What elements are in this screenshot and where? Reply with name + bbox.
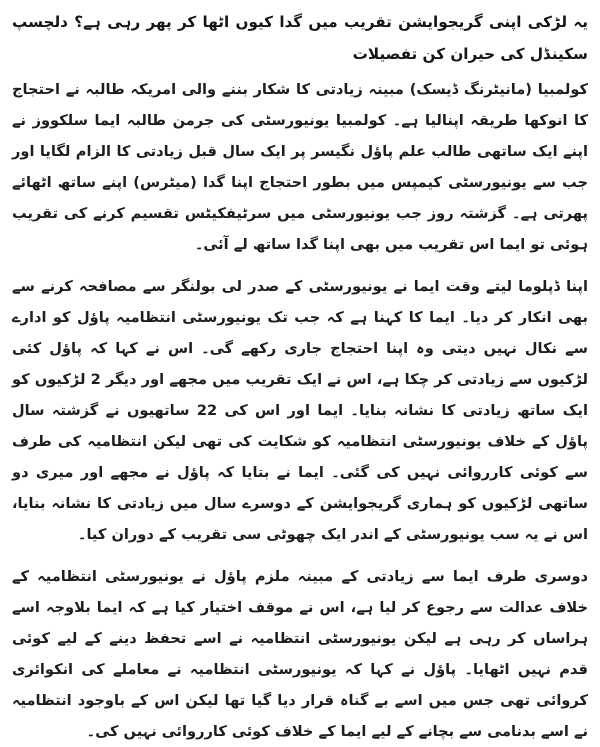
article-paragraph-1: کولمبیا (مانیٹرنگ ڈیسک) مبینہ زیادتی کا شکار بننے والی امریکہ طالبہ نے احتجاج کا انوکھا طریقہ اپنالیا ہے۔ کولمبیا یونیورسٹی کی جرمن طالبہ ایما سلکووز نے اپنے ایک ساتھی طالب علم پاؤل نگیسر پر ایک سال قبل زیادتی کا الزام لگایا اور جب سے یونیورسٹی کیمپس میں بطور احتجاج اپنا گدا (میٹرس) اپنے ساتھ اٹھائے پھرتی ہے۔ گزشتہ روز جب یونیورسٹی میں سرٹیفکیٹس تقسیم کرنے کی تقریب ہوئی تو ایما اس تقریب میں بھی اپنا گدا ساتھ لے آئی۔ (12, 81, 588, 253)
article-paragraph-3: دوسری طرف ایما سے زیادتی کے مبینہ ملزم پاؤل نے یونیورسٹی انتظامیہ کے خلاف عدالت سے رجوع کر لیا ہے، اس نے موقف اختیار کیا ہے کہ ایما بلاوجہ اسے ہراساں کر رہی ہے لیکن یونیورسٹی انتظامیہ نے اسے تحفظ دینے کے لیے کوئی قدم نہیں اٹھایا۔ پاؤل نے کہا کہ یونیورسٹی انتظامیہ نے معاملے کی انکوائری کروائی تھی جس میں اسے بے گناہ قرار دیا گیا تھا لیکن اس کے باوجود انتظامیہ نے اسے بدنامی سے بچانے کے لیے ایما کے خلاف کوئی کارروائی نہیں کی۔ (12, 568, 588, 740)
article-headline: یہ لڑکی اپنی گریجوایشن تقریب میں گدا کیوں اٹھا کر پھر رہی ہے؟ دلچسپ سکینڈل کی حیران کن تفصیلات (12, 13, 588, 63)
article-paragraph-2: اپنا ڈپلوما لیتے وقت ایما نے یونیورسٹی کے صدر لی بولنگر سے مصافحہ کرنے سے بھی انکار کر دیا۔ ایما کا کہنا ہے کہ جب تک یونیورسٹی انتظامیہ پاؤل کو ادارے سے نکال نہیں دیتی وہ اپنا احتجاج جاری رکھے گی۔ اس نے کہا کہ پاؤل کئی لڑکیوں سے زیادتی کر چکا ہے، اس نے ایک تقریب میں مجھے اور دیگر 2 لڑکیوں کو ایک ساتھ زیادتی کا نشانہ بنایا۔ ایما اور اس کی 22 ساتھیوں نے گزشتہ سال پاؤل کے خلاف یونیورسٹی انتظامیہ کو شکایت کی تھی لیکن انتظامیہ کی طرف سے کوئی کارروائی نہیں کی گئی۔ ایما نے بتایا کہ پاؤل نے مجھے اور میری دو ساتھی لڑکیوں کو ہماری گریجوایشن کے دوسرے سال میں زیادتی کا نشانہ بنایا، اس نے یہ سب یونیورسٹی کے اندر ایک چھوٹی سی تقریب کے دوران کیا۔ (12, 278, 589, 543)
